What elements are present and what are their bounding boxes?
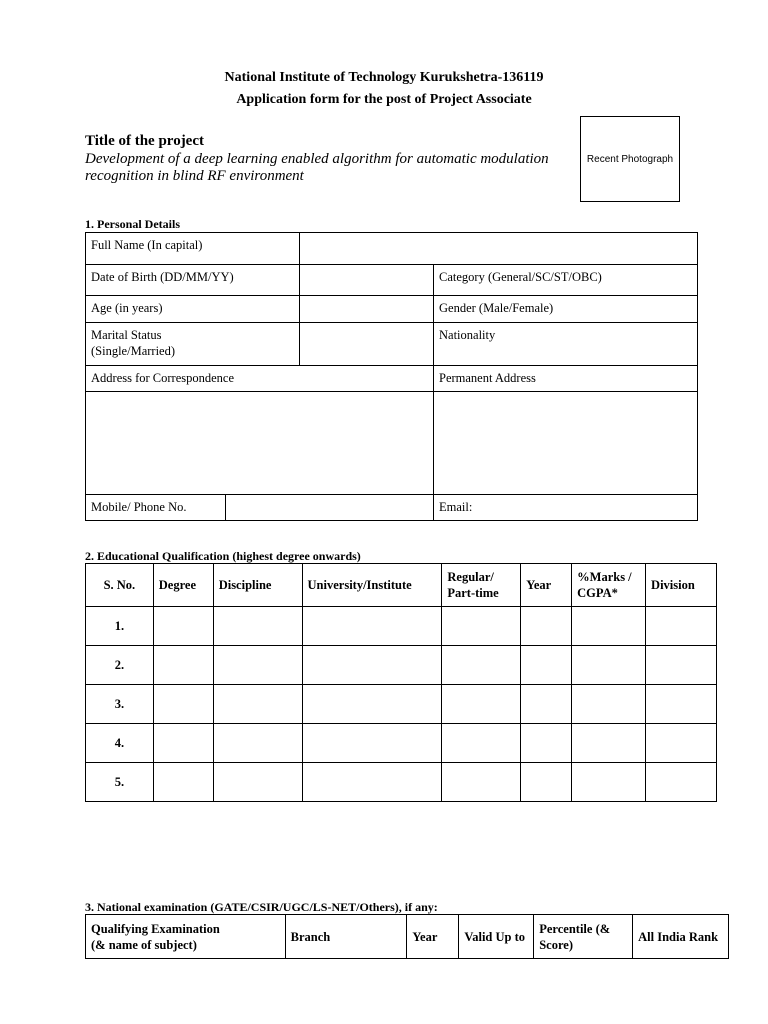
mobile-label: Mobile/ Phone No. [85,494,226,521]
personal-details-heading: 1. Personal Details [85,217,180,231]
col-degree: Degree [153,564,213,607]
cell[interactable] [646,646,717,685]
col-regular-parttime [442,564,521,607]
col-qualifying-line2: (& name of subject) [91,937,197,952]
cell[interactable] [213,724,302,763]
col-branch: Branch [285,915,407,959]
dob-field[interactable] [299,264,434,296]
cell[interactable] [213,607,302,646]
email-field[interactable]: Email: [433,494,698,521]
col-division: Division [646,564,717,607]
cell[interactable] [302,607,442,646]
col-year: Year [521,564,572,607]
col-exam-year: Year [407,915,459,959]
photo-box[interactable] [580,116,680,202]
dob-label: Date of Birth (DD/MM/YY) [85,264,300,296]
marital-status-field[interactable] [299,322,434,366]
table-row [86,685,717,724]
full-name-label: Full Name (In capital) [85,232,300,265]
row-sno: 1. [86,607,154,646]
table-row [86,646,717,685]
cell[interactable] [521,685,572,724]
table-row [86,724,717,763]
cell[interactable] [521,607,572,646]
nationality-field[interactable]: Nationality [433,322,698,366]
photo-label: Recent Photograph [586,153,674,165]
col-qualifying-line1: Qualifying Examination [91,921,220,936]
project-description-line2: recognition in blind RF environment [85,168,304,184]
col-percentile-line1: Percentile (& [539,921,611,936]
cell[interactable] [442,685,521,724]
cell[interactable] [302,646,442,685]
form-title: Application form for the post of Project Associate [236,92,532,107]
education-table [85,563,717,802]
cell[interactable] [442,763,521,802]
cell[interactable] [442,724,521,763]
col-regular-line1: Regular/ [447,570,494,584]
cell[interactable] [153,685,213,724]
age-label: Age (in years) [85,295,300,323]
row-sno: 4. [86,724,154,763]
age-field[interactable] [299,295,434,323]
col-percentile-line2: Score) [539,937,574,952]
cell[interactable] [572,685,646,724]
address-permanent-field[interactable] [433,391,698,495]
cell[interactable] [572,763,646,802]
cell[interactable] [521,763,572,802]
national-exam-header-row [86,915,729,959]
national-exam-heading: 3. National examination (GATE/CSIR/UGC/LS-NET/Others), if any: [85,900,438,914]
institute-title: National Institute of Technology Kurukshetra-136119 [224,70,544,85]
cell[interactable] [302,724,442,763]
full-name-field[interactable] [299,232,698,265]
cell[interactable] [521,646,572,685]
table-row [86,763,717,802]
project-description-line1: Development of a deep learning enabled algorithm for automatic modulation [85,151,549,167]
col-all-india-rank: All India Rank [633,915,729,959]
cell[interactable] [213,646,302,685]
col-sno: S. No. [86,564,154,607]
mobile-field[interactable] [225,494,434,521]
address-permanent-label: Permanent Address [433,365,698,392]
marital-status-line1: Marital Status [91,328,162,342]
col-valid-upto: Valid Up to [459,915,534,959]
marital-status-label [85,322,300,366]
table-row [86,607,717,646]
cell[interactable] [302,685,442,724]
cell[interactable] [572,646,646,685]
address-correspondence-field[interactable] [85,391,434,495]
project-description [85,151,575,185]
cell[interactable] [442,607,521,646]
row-sno: 5. [86,763,154,802]
cell[interactable] [153,763,213,802]
col-qualifying-exam [86,915,286,959]
row-sno: 3. [86,685,154,724]
cell[interactable] [153,607,213,646]
gender-field[interactable]: Gender (Male/Female) [433,295,698,323]
cell[interactable] [442,646,521,685]
cell[interactable] [213,685,302,724]
address-correspondence-label: Address for Correspondence [85,365,434,392]
cell[interactable] [646,685,717,724]
education-header-row [86,564,717,607]
cell[interactable] [521,724,572,763]
education-heading: 2. Educational Qualification (highest degree onwards) [85,549,361,563]
col-marks-line2: CGPA* [577,586,618,600]
cell[interactable] [213,763,302,802]
col-university: University/Institute [302,564,442,607]
col-marks [572,564,646,607]
cell[interactable] [572,607,646,646]
project-title-label: Title of the project [85,133,204,149]
cell[interactable] [646,607,717,646]
category-field[interactable]: Category (General/SC/ST/OBC) [433,264,698,296]
cell[interactable] [572,724,646,763]
cell[interactable] [153,646,213,685]
cell[interactable] [153,724,213,763]
cell[interactable] [646,763,717,802]
row-sno: 2. [86,646,154,685]
col-regular-line2: Part-time [447,586,499,600]
marital-status-line2: (Single/Married) [91,344,176,358]
cell[interactable] [302,763,442,802]
col-marks-line1: %Marks / [577,570,632,584]
national-exam-table [85,914,729,959]
col-percentile [534,915,633,959]
cell[interactable] [646,724,717,763]
col-discipline: Discipline [213,564,302,607]
